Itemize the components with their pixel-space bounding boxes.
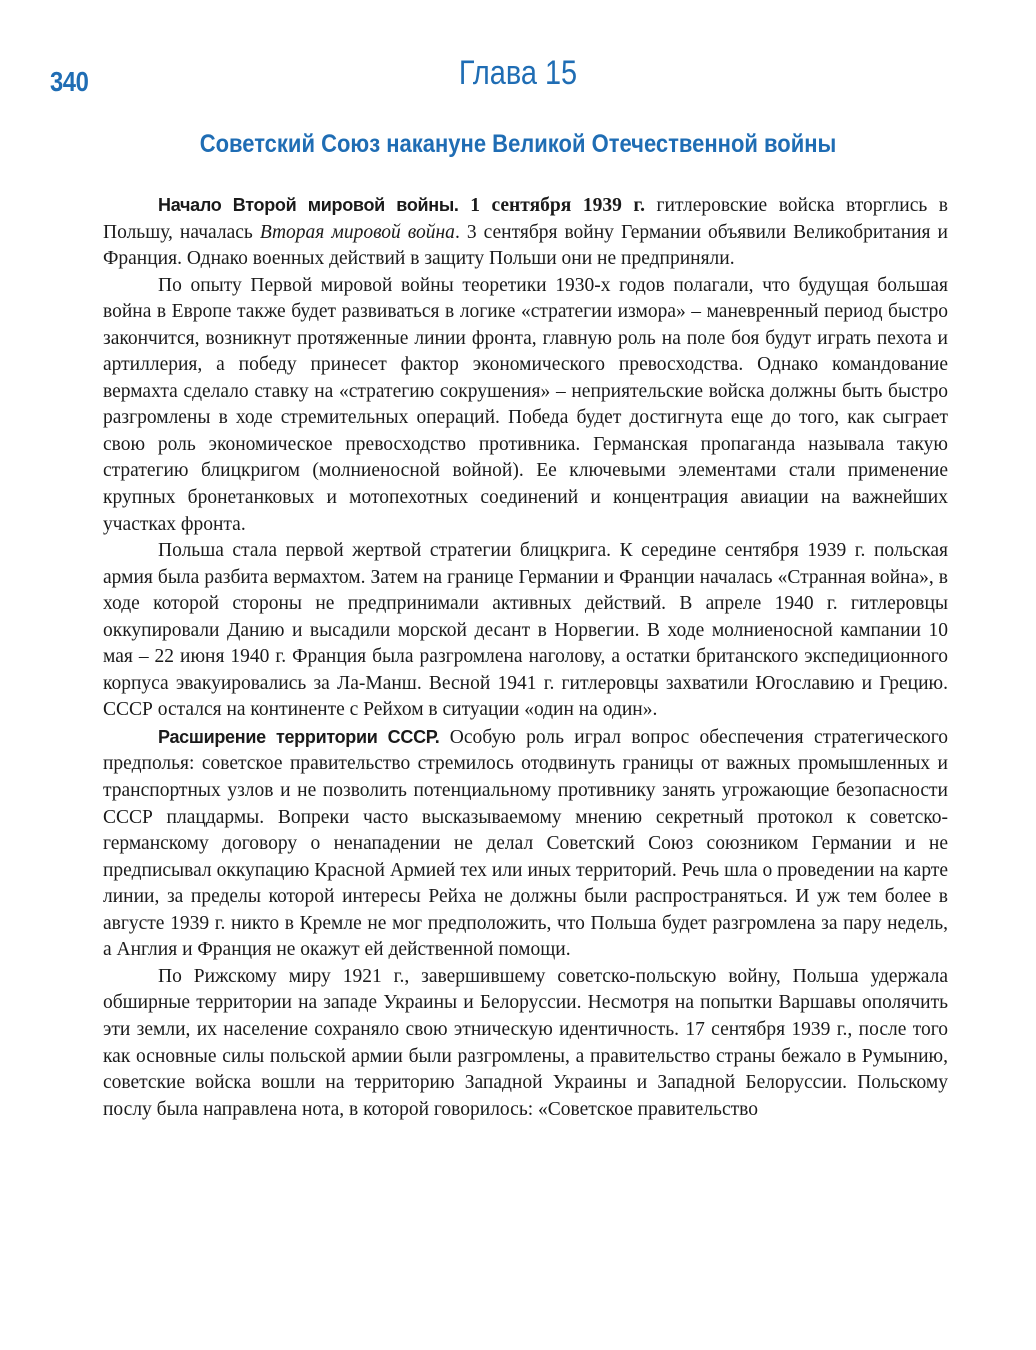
paragraph-2 xyxy=(103,273,948,538)
chapter-title: Глава 15 xyxy=(458,54,578,92)
page-number: 340 xyxy=(50,66,89,97)
paragraph-text: . 3 сентября войну Германии объявили Великобритания и Франция. Однако военных действий в защиту Польши они не предприняли. xyxy=(103,221,948,270)
paragraph-text: По опыту Первой мировой войны теоретики 1930-х годов полагали, что будущая большая война в Европе также будет развиваться в логике «стратегии измора» – маневренный период быстро закончится, возникнут протяженные линии фронта, главную роль на поле боя будут играть пехота и артиллерия, а победу принесет фактор экономического превосходства. Однако командование вермахта сделало ставку на «стратегию сокрушения» – неприятельские войска должны быть быстро разгромлены в ходе стремительных операций. Победа будет достигнута еще до того, как сыграет свою роль экономическое превосходство противника. Германская пропаганда называла такую стратегию блицкригом (молниеносной войной). Ее ключевыми элементами стали применение крупных бронетанковых и мотопехотных соединений и концентрация авиации на важнейших участках фронта. xyxy=(103,274,948,535)
paragraph-lead: Начало Второй мировой войны. xyxy=(158,195,459,215)
paragraph-text: Польша стала первой жертвой стратегии блицкрига. К середине сентября 1939 г. польская армия была разбита вермахтом. Затем на границе Германии и Франции началась «Странная война», в ходе которой стороны не предпринимали активных действий. В апреле 1940 г. гитлеровцы оккупировали Данию и высадили морской десант в Норвегии. В ходе молниеносной кампании 10 мая – 22 июня 1940 г. Франция была разгромлена наголову, а остатки британского экспедиционного корпуса эвакуировались за Ла-Манш. Весной 1941 г. гитлеровцы захватили Югославию и Грецию. СССР остался на континенте с Рейхом в ситуации «один на один». xyxy=(103,540,948,721)
paragraph-text: Особую роль играл вопрос обеспечения стратегического предполья: советское правительство стремилось отодвинуть границы от важных промышленных и транспортных узлов и не позволить потенциальному противнику занять угрожающие безопасности СССР плацдармы. Вопреки часто высказываемому мнению секретный протокол к советско-германскому договору о ненападении не делал Советский Союз союзником Германии и не предписывал оккупацию Красной Армией тех или иных территорий. Речь шла о проведении на карте линии, за пределы которой интересы Рейха не должны были распространяться. И уж тем более в августе 1939 г. никто в Кремле не мог предположить, что Польша будет разгромлена за пару недель, а Англия и Франция не окажут ей действенной помощи. xyxy=(103,726,948,961)
date-highlight: 1 сентября 1939 г. xyxy=(470,195,645,216)
body-text xyxy=(103,192,948,1123)
paragraph-lead: Расширение территории СССР. xyxy=(158,726,440,747)
section-title: Советский Союз накануне Великой Отечественной войны xyxy=(199,130,837,158)
paragraph-text: По Рижскому миру 1921 г., завершившему советско-польскую войну, Польша удержала обширные территории на западе Украины и Белоруссии. Несмотря на попытки Варшавы ополячить эти земли, их население сохраняло свою этническую идентичность. 17 сентября 1939 г., после того как основные силы польской армии были разгромлены, а правительство страны бежало в Румынию, советские войска вошли на территорию Западной Украины и Западной Белоруссии. Польскому послу была направлена нота, в которой говорилось: «Советское правительство xyxy=(103,965,948,1120)
paragraph-text: гитлеровские войска вторглись в Польшу, началась xyxy=(103,195,948,243)
paragraph-4 xyxy=(103,724,948,964)
paragraph-1 xyxy=(103,192,948,273)
paragraph-5 xyxy=(103,964,948,1123)
italic-term: Вторая мировой война xyxy=(259,221,455,243)
paragraph-3 xyxy=(103,538,948,724)
